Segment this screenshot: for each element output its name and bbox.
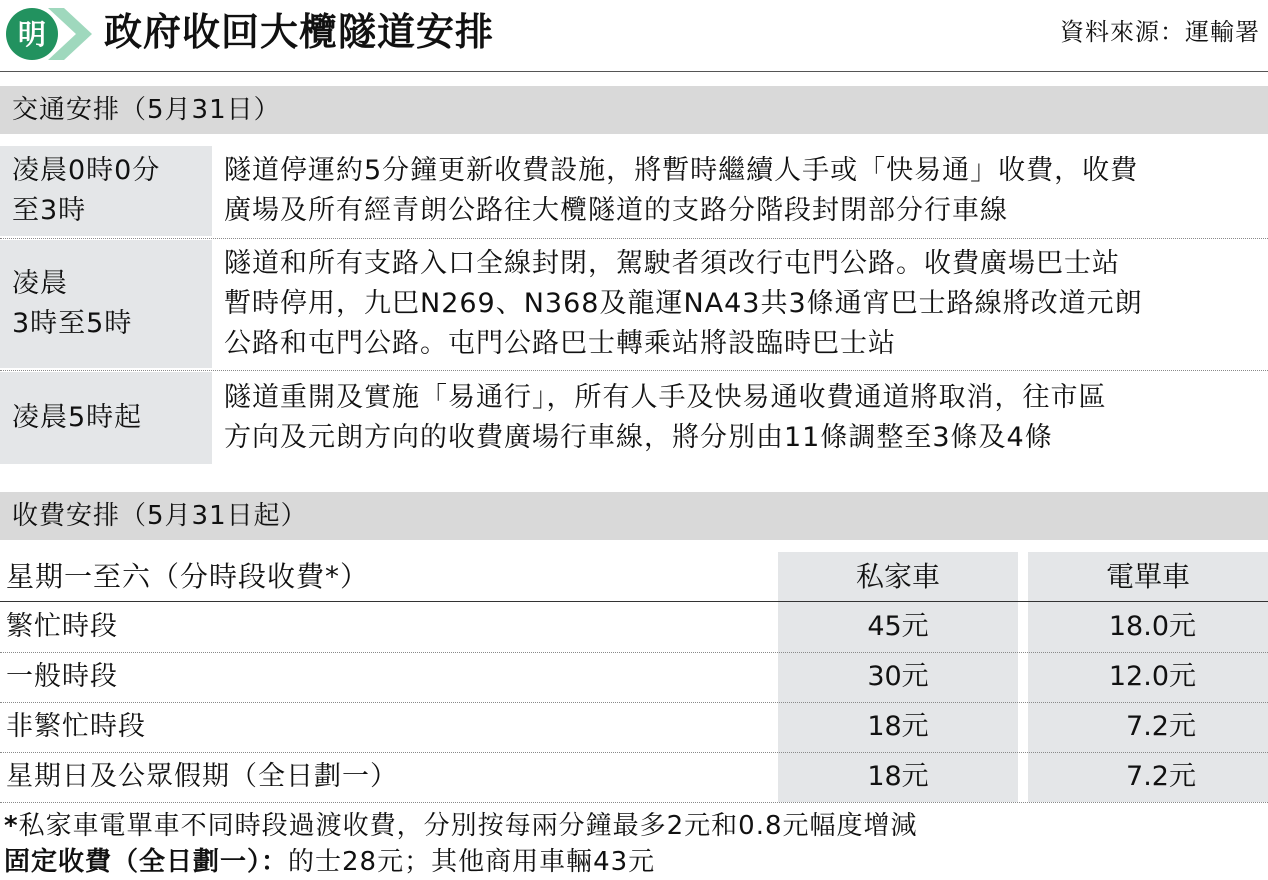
traffic-row — [0, 372, 1268, 464]
footnote-transition — [4, 808, 918, 844]
fee-row — [0, 702, 1268, 752]
row-divider — [0, 802, 1268, 803]
traffic-row — [0, 240, 1268, 368]
traffic-row — [0, 146, 1268, 236]
fee-table-header — [0, 552, 1268, 602]
row-divider — [0, 370, 1268, 371]
fee-motorcycle: 12.0元 — [1108, 661, 1196, 692]
fee-motorcycle: 7.2元 — [1126, 711, 1196, 742]
fee-private-car: 18元 — [867, 711, 929, 742]
fee-header-period: 星期一至六（分時段收費*） — [6, 560, 370, 593]
header-divider — [0, 71, 1268, 72]
footnote-text: 私家車電單車不同時段過渡收費，分別按每兩分鐘最多2元和0.8元幅度增減 — [18, 811, 918, 841]
fee-header-private-car: 私家車 — [855, 560, 940, 593]
fee-row — [0, 602, 1268, 652]
traffic-time: 凌晨0時0分 至3時 — [0, 146, 212, 236]
footnote-text: 的士28元；其他商用車輛43元 — [288, 847, 656, 877]
row-divider — [0, 238, 1268, 239]
fee-private-car: 45元 — [867, 611, 929, 642]
footnote-asterisk: * — [4, 811, 19, 841]
fee-motorcycle: 7.2元 — [1126, 761, 1196, 792]
newspaper-logo-icon — [4, 6, 94, 62]
footnote-fixed-fee — [4, 844, 655, 880]
traffic-time: 凌晨5時起 — [0, 372, 212, 464]
fee-period: 非繁忙時段 — [6, 711, 146, 742]
source-credit: 資料來源：運輸署 — [1060, 18, 1260, 46]
fee-period: 星期日及公眾假期（全日劃一） — [6, 761, 398, 792]
fees-section-heading: 收費安排（5月31日起） — [0, 492, 1268, 540]
fee-row — [0, 652, 1268, 702]
logo-char: 明 — [17, 18, 47, 51]
fee-private-car: 18元 — [867, 761, 929, 792]
traffic-time: 凌晨 3時至5時 — [0, 240, 212, 368]
traffic-description: 隧道停運約5分鐘更新收費設施，將暫時繼續人手或「快易通」收費，收費 廣場及所有經青朗公路往大欖隧道的支路分階段封閉部分行車線 — [224, 155, 1139, 226]
fee-motorcycle: 18.0元 — [1108, 611, 1196, 642]
footnote-label: 固定收費（全日劃一）： — [4, 847, 289, 877]
traffic-description: 隧道和所有支路入口全線封閉，駕駛者須改行屯門公路。收費廣場巴士站 暫時停用，九巴N269、N368及龍運NA43共3條通宵巴士路線將改道元朗 公路和屯門公路。屯門公路巴士轉乘站將設臨時巴士站 — [224, 248, 1143, 359]
fee-period: 繁忙時段 — [6, 611, 118, 642]
fee-header-motorcycle: 電單車 — [1105, 560, 1190, 593]
fee-private-car: 30元 — [867, 661, 929, 692]
traffic-description: 隧道重開及實施「易通行」，所有人手及快易通收費通道將取消，往市區 方向及元朗方向的收費廣場行車線，將分別由11條調整至3條及4條 — [224, 382, 1107, 453]
page-title: 政府收回大欖隧道安排 — [104, 10, 495, 54]
fee-row — [0, 752, 1268, 802]
traffic-section-heading: 交通安排（5月31日） — [0, 86, 1268, 134]
header — [0, 0, 1268, 72]
fee-period: 一般時段 — [6, 661, 118, 692]
